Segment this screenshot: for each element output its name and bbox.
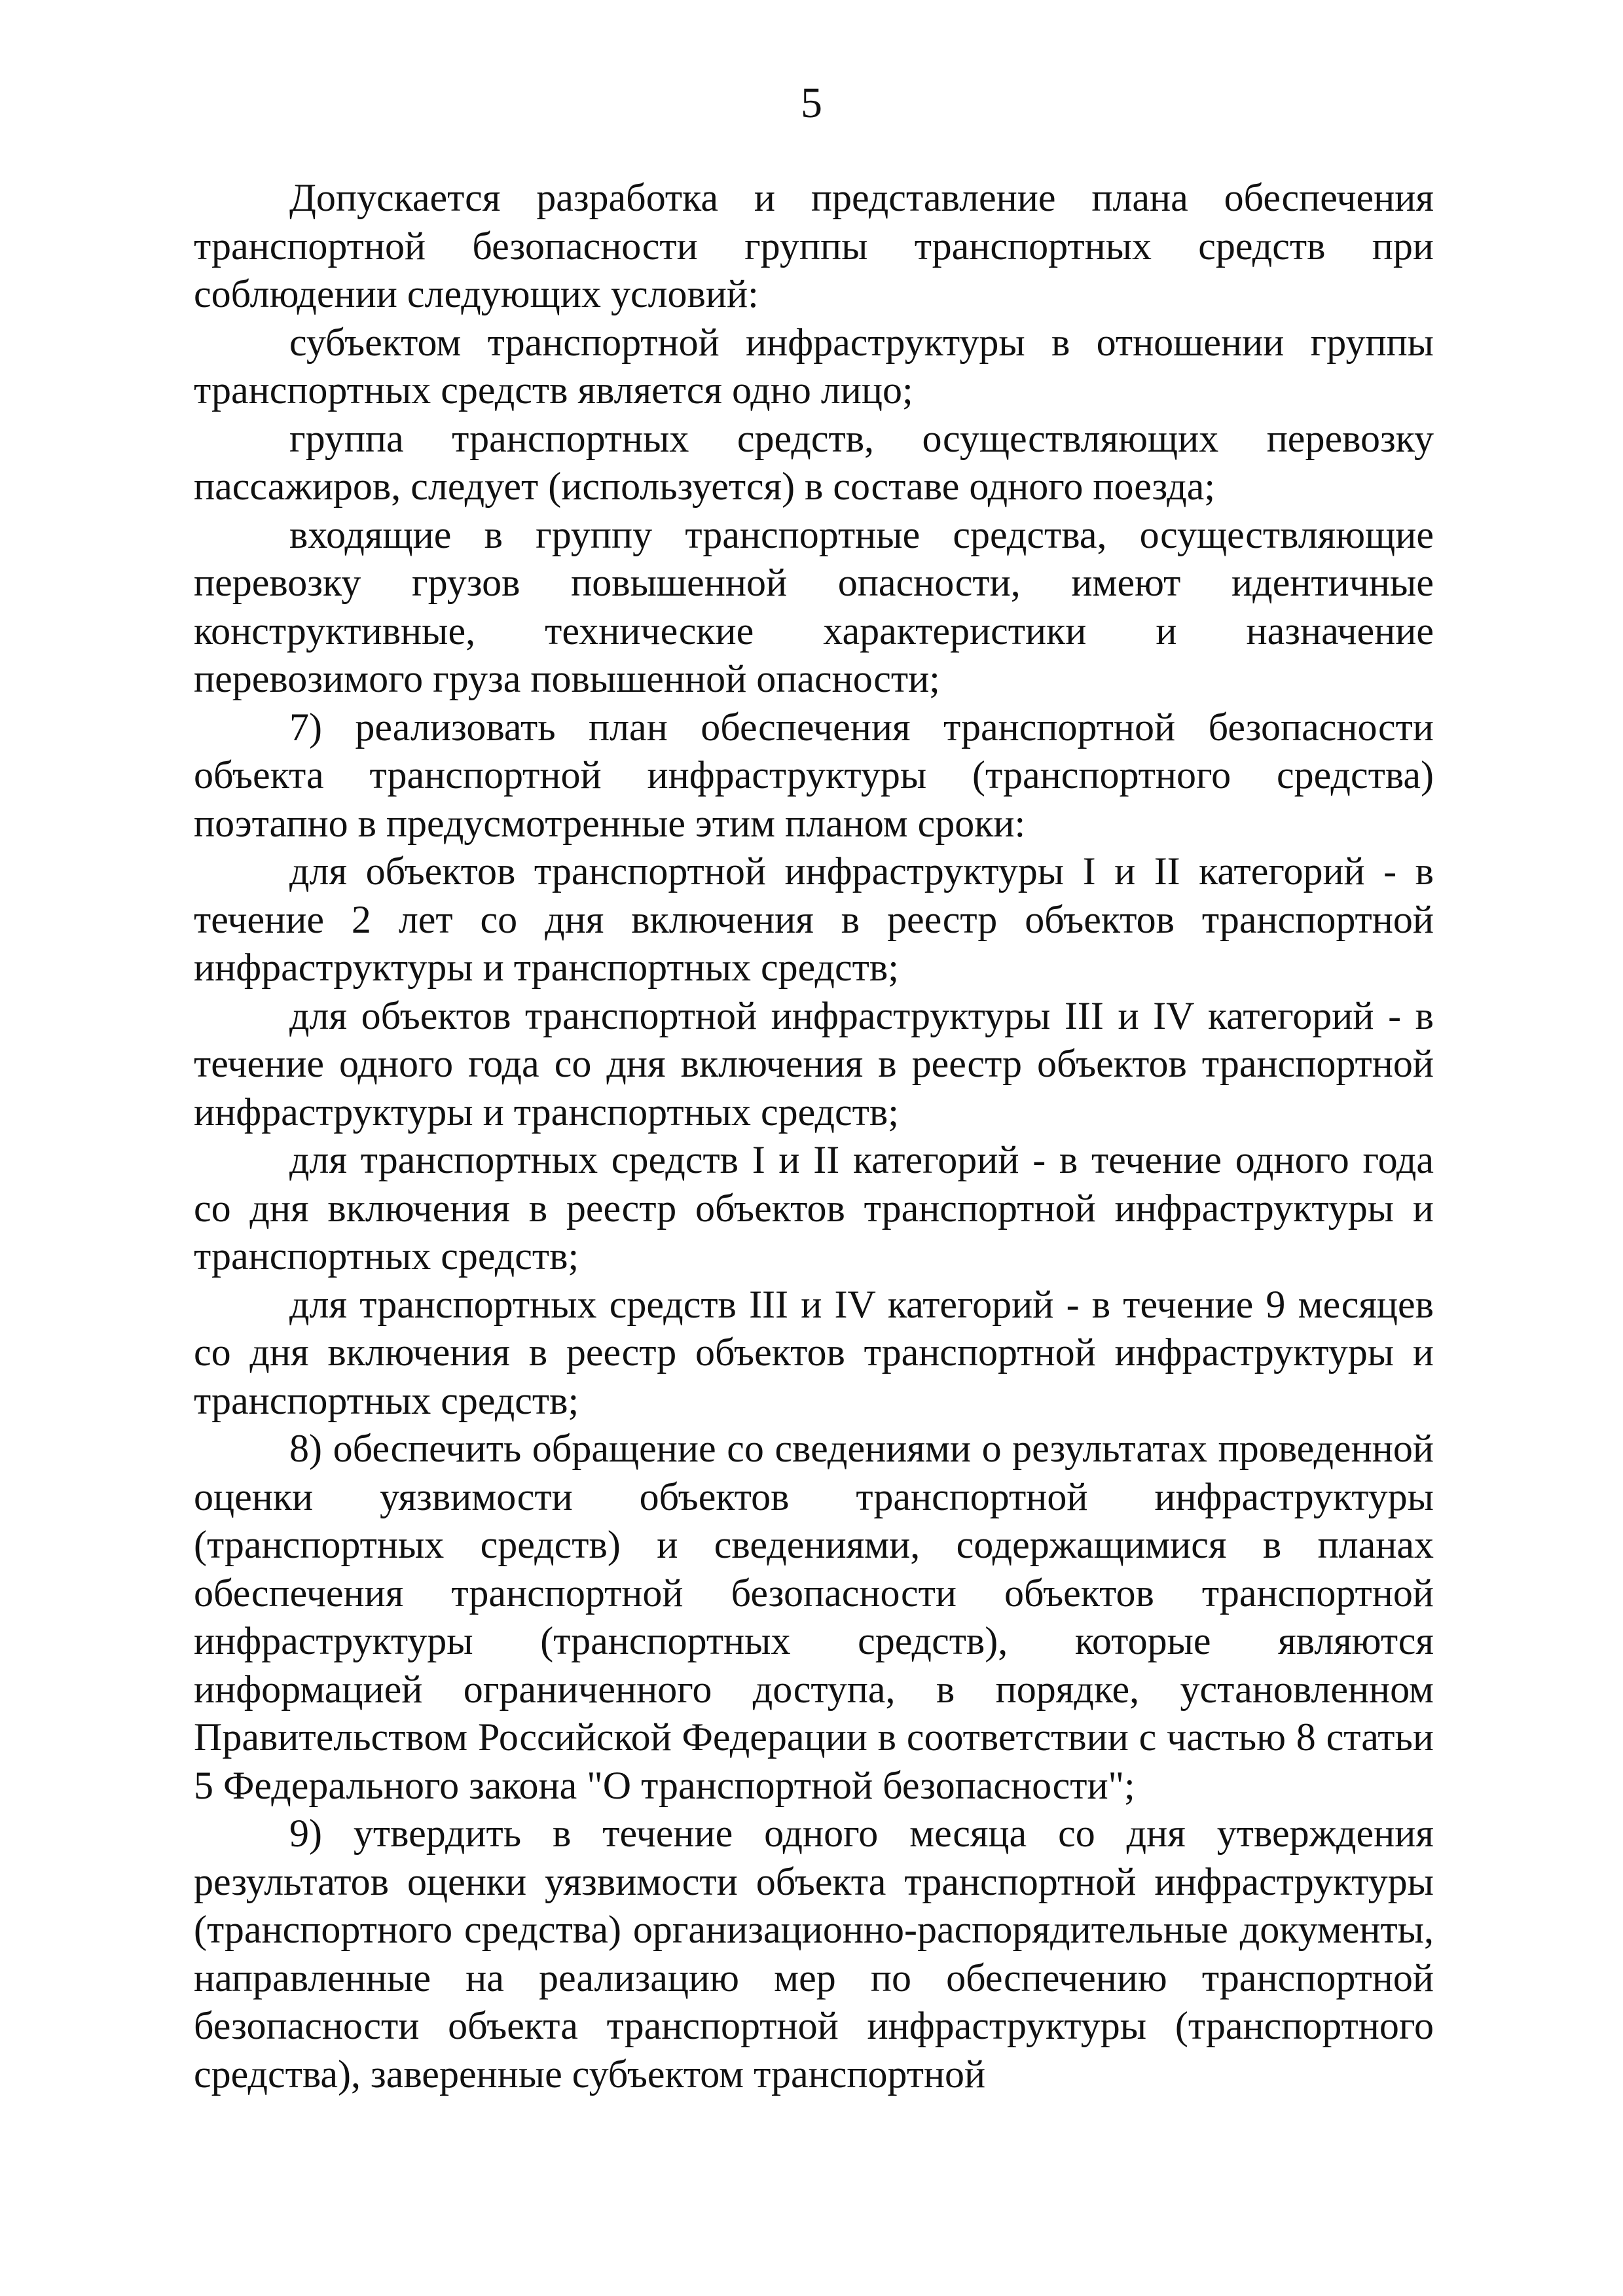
paragraph-condition-single-subject: субъектом транспортной инфраструктуры в отношении группы транспортных средств является одно лицо; (194, 320, 1434, 412)
paragraph-deadline-objects-cat-3-4: для объектов транспортной инфраструктуры III и IV категорий - в течение одного года со дня включения в реестр объектов транспортной инфраструктуры и транспортных средств; (194, 994, 1434, 1134)
paragraph-group-plan-conditions: Допускается разработка и представление плана обеспечения транспортной безопасности группы транспортных средств при соблюдении следующих условий: (194, 176, 1434, 315)
paragraph-condition-single-train: группа транспортных средств, осуществляющих перевозку пассажиров, следует (используется) в составе одного поезда; (194, 416, 1434, 508)
paragraph-deadline-vehicles-cat-3-4: для транспортных средств III и IV категорий - в течение 9 месяцев со дня включения в реестр объектов транспортной инфраструктуры и транспортных средств; (194, 1282, 1434, 1422)
paragraph-item-9: 9) утвердить в течение одного месяца со дня утверждения результатов оценки уязвимости объекта транспортной инфраструктуры (транспортного средства) организационно-распорядительные документы, направленные на реализацию мер по обеспечению транспортной безопасности объекта транспортной инфраструктуры (транспортного средства), заверенные субъектом транспортной (194, 1812, 1434, 2096)
document-body (194, 174, 1434, 2098)
paragraph-deadline-vehicles-cat-1-2: для транспортных средств I и II категорий - в течение одного года со дня включения в реестр объектов транспортной инфраструктуры и транспортных средств; (194, 1138, 1434, 1278)
paragraph-deadline-objects-cat-1-2: для объектов транспортной инфраструктуры I и II категорий - в течение 2 лет со дня включения в реестр объектов транспортной инфраструктуры и транспортных средств; (194, 850, 1434, 989)
paragraph-item-7: 7) реализовать план обеспечения транспортной безопасности объекта транспортной инфраструктуры (транспортного средства) поэтапно в предусмотренные этим планом сроки: (194, 705, 1434, 845)
paragraph-item-8: 8) обеспечить обращение со сведениями о результатах проведенной оценки уязвимости объектов транспортной инфраструктуры (транспортных средств) и сведениями, содержащимися в планах обеспечения транспортной безопасности объектов транспортной инфраструктуры (транспортных средств), которые являются информацией ограниченного доступа, в порядке, установленном Правительством Российской Федерации в соответствии с частью 8 статьи 5 Федерального закона "О транспортной безопасности"; (194, 1427, 1434, 1807)
paragraph-condition-identical-vehicles: входящие в группу транспортные средства, осуществляющие перевозку грузов повышенной опасности, имеют идентичные конструктивные, технические характеристики и назначение перевозимого груза повышенной опасности; (194, 512, 1434, 700)
page-number: 5 (801, 79, 822, 127)
